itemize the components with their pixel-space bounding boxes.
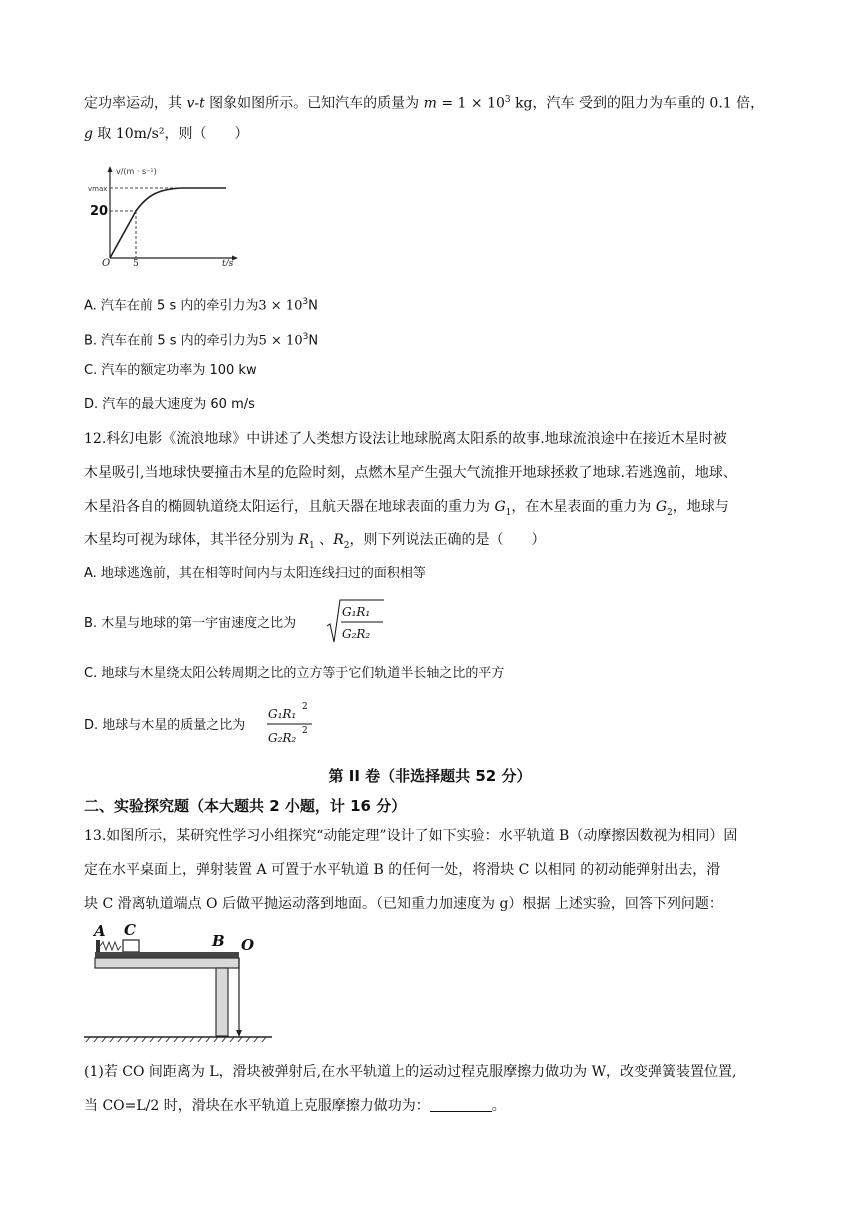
q13-line-1: 13.如图所示，某研究性学习小组探究“动能定理”设计了如下实验：水平轨道 B（动摩擦因数视为相同）固	[84, 828, 738, 844]
q12-line-2: 木星吸引,当地球快要撞击木星的危险时刻，点燃木星产生强大气流推开地球拯救了地球.若逃逸前，地球、	[84, 465, 737, 481]
y-tick-20: 20	[90, 204, 109, 219]
x-axis-label: t/s	[222, 259, 234, 266]
experiment-diagram	[84, 918, 274, 1044]
q11-line-1: 定功率运动，其 v-t 图象如图所示。已知汽车的质量为 $m = 1 \times 10^3$ kg，汽车 受到的阻力为车重的 0.1 倍，	[84, 95, 765, 112]
q12-option-a: A. 地球逃逸前，其在相等时间内与太阳连线扫过的面积相等	[84, 566, 426, 581]
q12-line-1: 12.科幻电影《流浪地球》中讲述了人类想方设法让地球脱离太阳系的故事.地球流浪途中在接近木星时被	[84, 431, 727, 447]
optd-denominator: G₂R₂	[268, 731, 297, 745]
q11-option-d: D. 汽车的最大速度为 60 m/s	[84, 397, 255, 412]
answer-blank[interactable]	[430, 1097, 492, 1112]
q12-option-b: B. 木星与地球的第一宇宙速度之比为	[84, 616, 297, 631]
section-heading: 二、实验探究题（本大题共 2 小题，计 16 分）	[84, 797, 407, 815]
q11-option-b: B. 汽车在前 5 s 内的牵引力为$5 \times 10^3N$	[84, 332, 319, 349]
vt-graph	[86, 162, 246, 266]
y-axis-label: v/(m · s⁻¹)	[116, 167, 157, 176]
label-a: A	[94, 922, 106, 940]
q13-sub1-line-2: 当 CO=L/2 时，滑块在水平轨道上克服摩擦力做功为： 。	[84, 1098, 506, 1114]
q11-option-c: C. 汽车的额定功率为 100 kw	[84, 363, 257, 378]
q12-option-c: C. 地球与木星绕太阳公转周期之比的立方等于它们轨道半长轴之比的平方	[84, 666, 505, 681]
q12-line-4: 木星均可视为球体，其半径分别为 $R_1$ 、$R_2$，则下列说法正确的是（ ）	[84, 532, 546, 551]
label-b: B	[212, 932, 225, 950]
q13-sub1-line-1: (1)若 CO 间距离为 L，滑块被弹射后,在水平轨道上的运动过程克服摩擦力做功为 W，改变弹簧装置位置,	[84, 1064, 737, 1080]
optd-numerator: G₁R₁	[268, 707, 297, 721]
vmax-label: vmax	[88, 185, 108, 193]
q12-option-b-formula	[326, 598, 386, 648]
q12-line-3: 木星沿各自的椭圆轨道绕太阳运行，且航天器在地球表面的重力为 $G_1$，在木星表面的重力为 $G_2$，地球与	[84, 499, 729, 518]
label-c: C	[124, 921, 136, 939]
optb-denominator: G₂R₂	[342, 627, 371, 641]
origin-label: O	[102, 258, 111, 266]
optb-numerator: G₁R₁	[342, 605, 371, 619]
q12-option-d: D. 地球与木星的质量之比为	[84, 718, 246, 733]
x-tick-5: 5	[133, 259, 139, 266]
optd-num-exp: 2	[302, 702, 308, 712]
q11-line-2: g 取 10m/s²，则（ ）	[84, 126, 249, 142]
label-o: O	[241, 936, 255, 954]
section-title: 第 II 卷（非选择题共 52 分）	[328, 767, 532, 785]
q13-line-2: 定在水平桌面上，弹射装置 A 可置于水平轨道 B 的任何一处，将滑块 C 以相同 的初动能弹射出去，滑	[84, 862, 721, 878]
q12-option-d-formula	[266, 698, 314, 752]
optd-den-exp: 2	[302, 726, 308, 736]
q13-line-3: 块 C 滑离轨道端点 O 后做平抛运动落到地面。（已知重力加速度为 g）根据 上述实验，回答下列问题：	[84, 896, 723, 912]
q11-option-a: A. 汽车在前 5 s 内的牵引力为$3 \times 10^3N$	[84, 297, 318, 314]
